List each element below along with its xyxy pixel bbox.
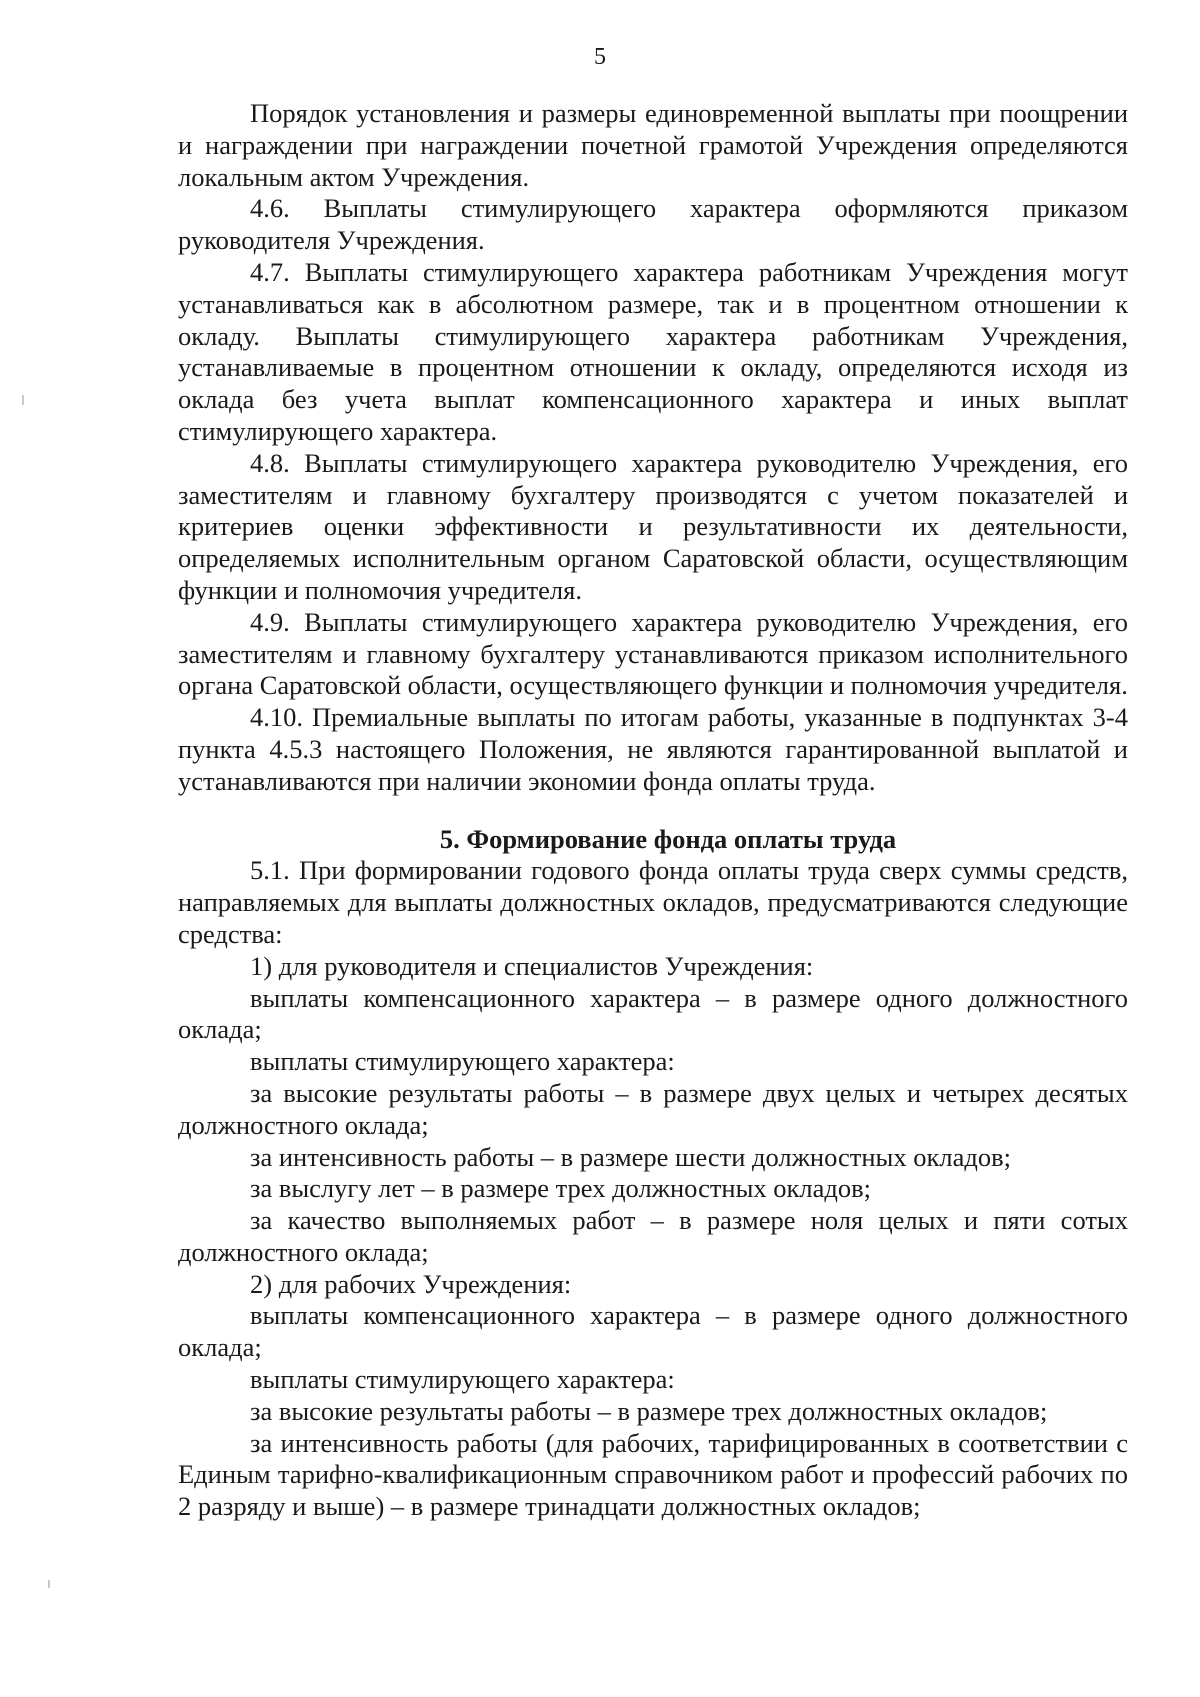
section-5-heading: 5. Формирование фонда оплаты труда [439, 823, 897, 854]
list-item-workers-high-results: за высокие результаты работы – в размере трех должностных окладов; [250, 1395, 1048, 1426]
scan-artifact-mark [22, 395, 24, 405]
paragraph-4-9: 4.9. Выплаты стимулирующего характера руководителю Учреждения, его заместителям и главному бухгалтеру устанавливаются приказом исполнительного органа Саратовской области, осуществляющего функции и полномочия учредителя. [178, 606, 1128, 701]
document-body [178, 98, 1128, 1523]
list-item-workers: 2) для рабочих Учреждения: [250, 1268, 572, 1299]
list-item-managers-seniority: за выслугу лет – в размере трех должностных окладов; [250, 1173, 872, 1204]
list-item-managers-quality: за качество выполняемых работ – в размере ноля целых и пяти сотых должностного оклада; [178, 1205, 1128, 1267]
list-item-workers-compensation: выплаты компенсационного характера – в размере одного должностного оклада; [178, 1300, 1128, 1363]
list-item-managers-intensity: за интенсивность работы – в размере шести должностных окладов; [250, 1141, 1011, 1172]
page-number: 5 [594, 44, 606, 70]
list-item-managers-high-results: за высокие результаты работы – в размере двух целых и четырех десятых должностного оклада; [178, 1077, 1128, 1140]
list-item-workers-incentive: выплаты стимулирующего характера: [250, 1364, 675, 1395]
paragraph-award-procedure: Порядок установления и размеры единовременной выплаты при поощрении и награждении при награждении почетной грамотой Учреждения определяются локальным актом Учреждения. [178, 98, 1128, 192]
paragraph-5-1: 5.1. При формировании годового фонда оплаты труда сверх суммы средств, направляемых для выплаты должностных окладов, предусматриваются следующие средства: [178, 855, 1128, 949]
paragraph-4-8: 4.8. Выплаты стимулирующего характера руководителю Учреждения, его заместителям и главному бухгалтеру производятся с учетом показателей и критериев оценки эффективности и результативности их деятельности, определяемых исполнительным органом Саратовской области, осуществляющим функции и полномочия учредителя. [178, 447, 1128, 605]
list-item-workers-intensity: за интенсивность работы (для рабочих, тарифицированных в соответствии с Единым тарифно-квалификационным справочником работ и профессий рабочих по 2 разряду и выше) – в размере тринадцати должностных окладов; [178, 1427, 1128, 1522]
list-item-managers-compensation: выплаты компенсационного характера – в размере одного должностного оклада; [178, 982, 1128, 1045]
paragraph-4-6: 4.6. Выплаты стимулирующего характера оформляются приказом руководителя Учреждения. [178, 193, 1128, 256]
paragraph-4-7: 4.7. Выплаты стимулирующего характера работникам Учреждения могут устанавливаться как в абсолютном размере, так и в процентном отношении к окладу. Выплаты стимулирующего характера работникам Учреждения, устанавливаемые в процентном отношении к окладу, определяются исходя из оклада без учета выплат компенсационного характера и иных выплат стимулирующего характера. [178, 256, 1128, 446]
list-item-managers: 1) для руководителя и специалистов Учреждения: [250, 950, 814, 981]
list-item-managers-incentive: выплаты стимулирующего характера: [250, 1046, 675, 1077]
paragraph-4-10: 4.10. Премиальные выплаты по итогам работы, указанные в подпунктах 3-4 пункта 4.5.3 настоящего Положения, не являются гарантированной выплатой и устанавливаются при наличии экономии фонда оплаты труда. [178, 702, 1128, 796]
scan-artifact-mark [48, 1580, 50, 1588]
